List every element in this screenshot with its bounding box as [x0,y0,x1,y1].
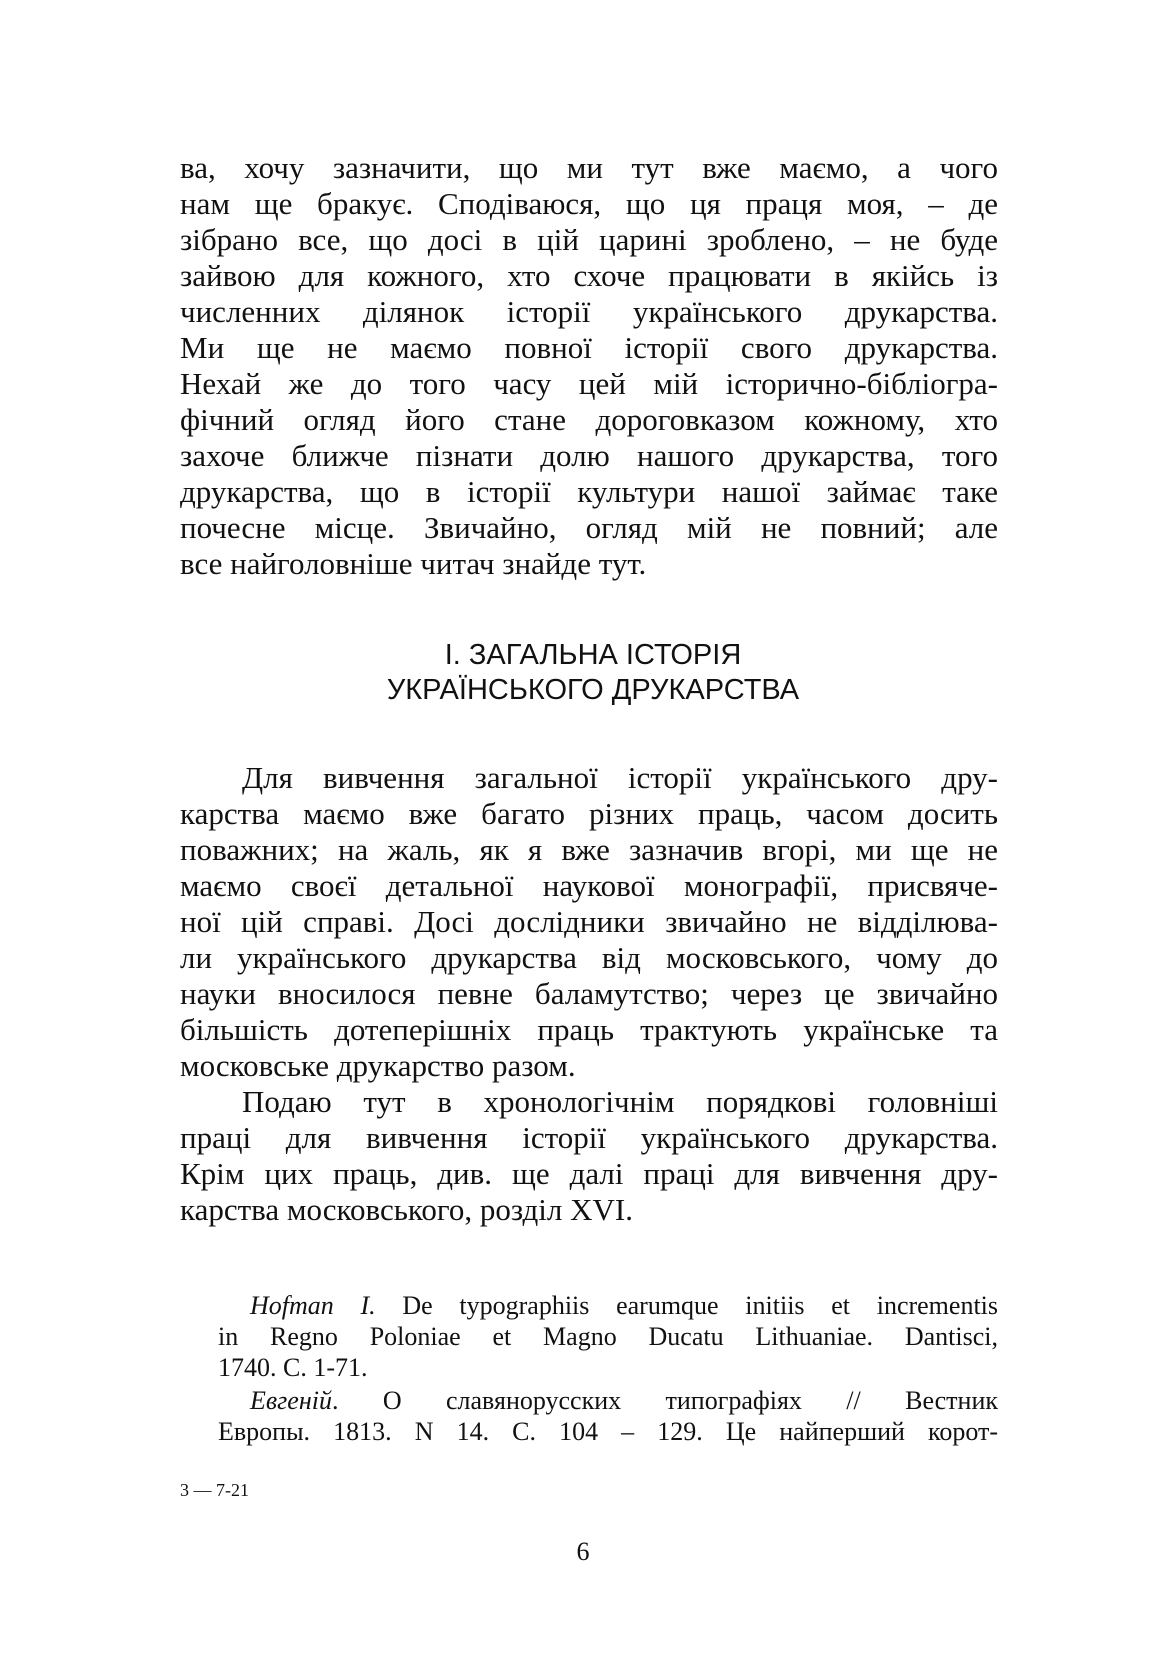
text-line: карства маємо вже багато різних праць, часом досить [180,796,998,831]
text-line: карства московського, розділ XVI. [180,1192,633,1227]
reference-entry [250,1290,998,1321]
text-line: ли українського друкарства від московського, чому до [180,940,998,975]
text-line: науки вносилося певне баламутство; через це звичайно [180,976,998,1011]
text-line: поважних; на жаль, як я вже зазначив вгорі, ми ще не [180,832,998,867]
text-line: все найголовніше читач знайде тут. [180,546,647,581]
text-line: друкарства, що в історії культури нашої займає таке [180,474,998,509]
text-line: зібрано все, що досі в цій царині зроблено, – не буде [180,222,998,257]
reference-title: De typographiis earumque initiis et incrementis [402,1291,999,1320]
text-line: Нехай же до того часу цей мій історично-бібліогра- [180,366,998,401]
text-line: численних ділянок історії українського друкарства. [180,294,998,329]
text-line: більшість дотеперішніх праць трактують українське та [180,1012,998,1047]
text-line: Для вивчення загальної історії українського дру- [242,760,998,795]
reference-author: Hofman I. [250,1291,376,1320]
reference-continuation: 1740. C. 1-71. [218,1353,368,1382]
text-line: захоче ближче пізнати долю нашого друкарства, того [180,438,998,473]
section-heading-line: УКРАЇНСЬКОГО ДРУКАРСТВА [386,674,800,706]
reference-continuation: Европы. 1813. N 14. С. 104 – 129. Це найперший корот- [218,1417,998,1446]
text-line: ної цій справі. Досі дослідники звичайно не відділюва- [180,904,998,939]
text-line: зайвою для кожного, хто схоче працювати в якійсь із [180,258,998,293]
text-line: московське друкарство разом. [180,1048,576,1083]
text-line: ва, хочу зазначити, що ми тут вже маємо, а чого [180,150,998,185]
reference-continuation: in Regno Poloniae et Magno Ducatu Lithuaniae. Dantisci, [218,1322,998,1351]
text-line: фічний огляд його стане дороговказом кожному, хто [180,402,998,437]
signature-mark: 3 — 7-21 [180,1480,249,1500]
text-line: праці для вивчення історії українського друкарства. [180,1120,998,1155]
text-line: маємо своєї детальної наукової монографії, присвяче- [180,868,998,903]
text-line: нам ще бракує. Сподіваюся, що ця праця моя, – де [180,186,998,221]
text-line: Крім цих праць, див. ще далі праці для вивчення дру- [180,1156,998,1191]
page-number: 6 [576,1537,590,1566]
text-line: почесне місце. Звичайно, огляд мій не повний; але [180,510,998,545]
reference-title: . О славянорусских типографіях // Вестник [331,1386,998,1415]
reference-entry [250,1385,998,1416]
text-line: Подаю тут в хронологічнім порядкові головніші [242,1084,998,1119]
reference-author: Евгеній [250,1386,332,1415]
section-heading-line: І. ЗАГАЛЬНА ІСТОРІЯ [444,639,742,671]
text-line: Ми ще не маємо повної історії свого друкарства. [180,330,998,365]
